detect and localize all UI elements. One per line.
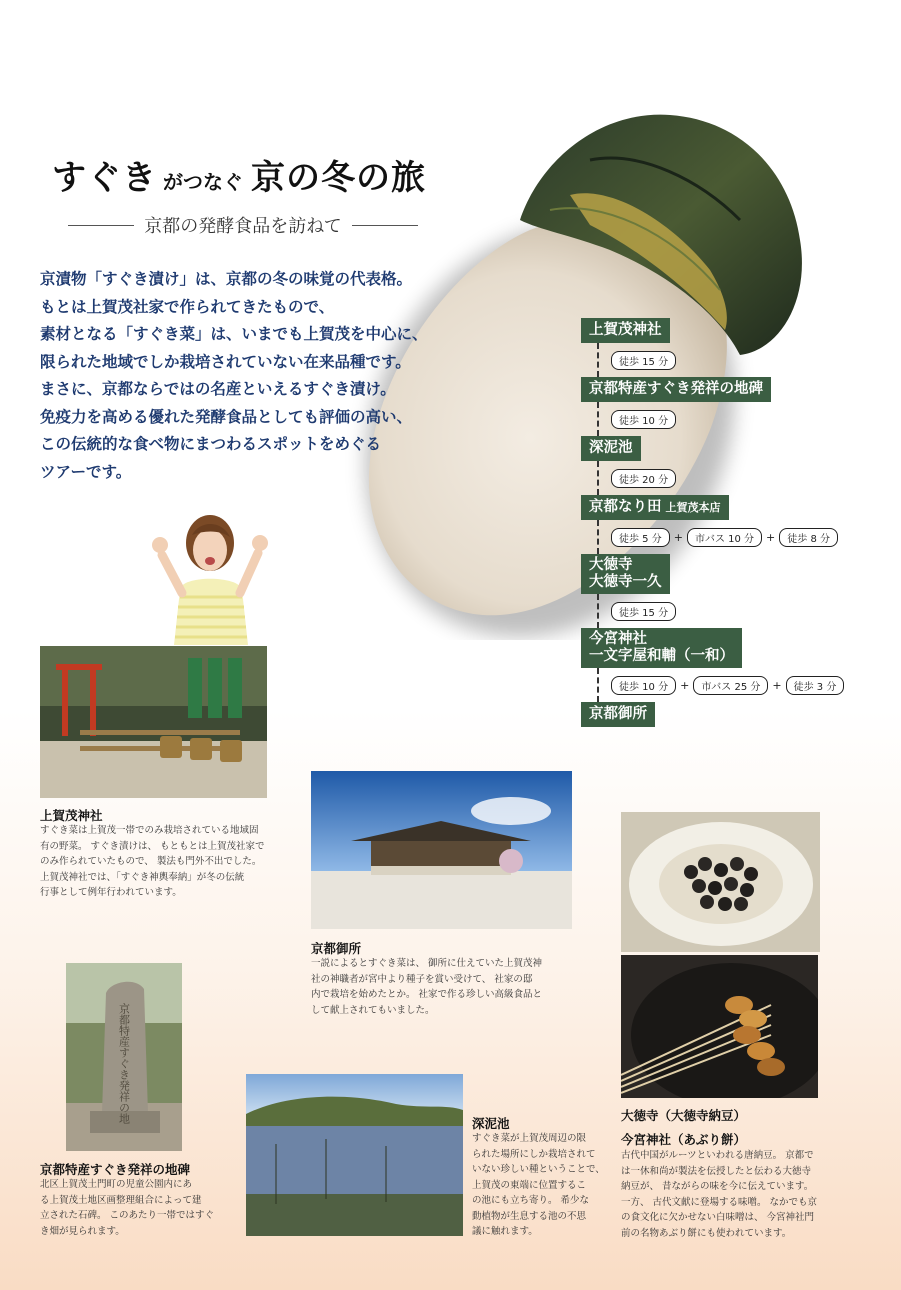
mizoro-caption-title: 深泥池 <box>472 1116 510 1131</box>
plus-sign: + <box>673 530 683 544</box>
monument-caption-body <box>40 1177 214 1239</box>
route-stop-narita-branch: 上賀茂本店 <box>665 501 721 514</box>
route-stop-narita <box>581 495 729 520</box>
caption-line: 有の野菜。 すぐき漬けは、 もともとは上賀茂社家で <box>40 840 265 852</box>
caption-line: 議に触れます。 <box>472 1226 538 1237</box>
caption-line: られた場所にしか栽培されて <box>472 1148 596 1160</box>
travel-time-pill: 徒歩 5 分 <box>611 528 670 547</box>
route-leg <box>581 402 881 436</box>
caption-line: して献上されてもいました。 <box>311 1004 435 1016</box>
plus-sign: + <box>772 678 782 692</box>
tour-route <box>581 318 881 727</box>
caption-line: 納豆が、 昔ながらの味を今に伝えています。 <box>621 1181 814 1192</box>
travel-time-pill: 徒歩 10 分 <box>611 676 676 695</box>
subtitle-rule-right <box>352 225 418 226</box>
suguki-monument-photo <box>66 963 182 1151</box>
caption-line: すぐき菜は上賀茂一帯でのみ栽培されている地域固 <box>40 825 259 836</box>
caption-line: 北区上賀茂土門町の児童公園内にあ <box>40 1179 193 1190</box>
route-stop-daitokuji-line2: 大徳寺一久 <box>589 574 662 590</box>
route-stop-imamiya <box>581 628 742 668</box>
daitokuji-natto-photo <box>621 812 820 952</box>
route-leg <box>581 594 881 628</box>
kamigamo-caption-title: 上賀茂神社 <box>40 808 103 823</box>
caption-line: き畑が見られます。 <box>40 1225 125 1237</box>
travel-time-pill: 市バス 25 分 <box>693 676 768 695</box>
caption-line: 上賀茂神社では、「すぐき神輿奉納」が冬の伝統 <box>40 871 245 883</box>
caption-line: すぐき菜が上賀茂周辺の限 <box>472 1133 587 1144</box>
page-title <box>52 150 426 199</box>
route-leg <box>581 343 881 377</box>
gosho-caption-body <box>311 956 542 1018</box>
route-leg <box>581 461 881 495</box>
travel-time-pill: 徒歩 15 分 <box>611 351 676 370</box>
route-stop-mizoro: 深泥池 <box>581 436 641 461</box>
kamigamo-caption-body <box>40 823 265 901</box>
title-suguki: すぐき <box>52 158 157 198</box>
intro-line: ツアーです。 <box>40 462 132 481</box>
daitokuji-caption-title: 大徳寺（大徳寺納豆） <box>621 1108 747 1123</box>
route-stop-kamigamo: 上賀茂神社 <box>581 318 670 343</box>
plus-sign: + <box>766 530 776 544</box>
caption-line: 行事として例年行われています。 <box>40 887 182 898</box>
travel-time-pill: 徒歩 20 分 <box>611 469 676 488</box>
caption-line: は一休和尚が製法を伝授したと伝わる大徳寺 <box>621 1165 812 1177</box>
caption-line: 一説によるとすぐき菜は、 御所に仕えていた上賀茂神 <box>311 958 543 969</box>
title-connector: がつなぐ <box>163 170 243 194</box>
mizoro-caption-body <box>472 1131 605 1240</box>
monument-carving-text: 京都特産すぐき発祥の地 <box>117 1003 131 1124</box>
kamigamo-shrine-photo <box>40 646 267 798</box>
page-subtitle <box>68 212 418 238</box>
caption-line: 古代中国がルーツといわれる唐納豆。 京都で <box>621 1150 814 1161</box>
route-leg <box>581 520 881 554</box>
travel-time-pill: 市バス 10 分 <box>687 528 762 547</box>
caption-line: いない珍しい種ということで、 <box>472 1164 605 1175</box>
route-stop-imamiya-line2: 一文字屋和輔（一和） <box>589 648 734 664</box>
intro-line: 素材となる「すぐき菜」は、いまでも上賀茂を中心に、 <box>40 325 428 343</box>
caption-line: 内で栽培を始めたとか。 社家で作る珍しい高級食品と <box>311 989 543 1000</box>
travel-time-pill: 徒歩 3 分 <box>786 676 845 695</box>
route-stop-monument: 京都特産すぐき発祥の地碑 <box>581 377 771 402</box>
caption-line: 上賀茂の東端に位置するこ <box>472 1179 587 1191</box>
caption-line: 社の神職者が宮中より種子を賞い受けて、 社家の邸 <box>311 973 533 985</box>
route-stop-daitokuji-line1: 大徳寺 <box>589 557 633 573</box>
caption-line: 前の名物あぶり餅にも使われています。 <box>621 1227 792 1239</box>
caption-line: の食文化に欠かせない白味噌は、 今宮神社門 <box>621 1212 815 1223</box>
mizoro-pond-photo <box>246 1074 463 1236</box>
intro-text <box>40 266 460 486</box>
route-stop-imamiya-line1: 今宮神社 <box>589 631 647 647</box>
travel-time-pill: 徒歩 15 分 <box>611 602 676 621</box>
intro-line: この伝統的な食べ物にまつわるスポットをめぐる <box>40 435 382 453</box>
caption-line: 一方、 古代文献に登場する味噌。 なかでも京 <box>621 1196 818 1208</box>
caption-line: のみ作られていたもので、 製法も門外不出でした。 <box>40 856 262 867</box>
guide-girl-illustration <box>150 495 270 645</box>
route-leg <box>581 668 881 702</box>
intro-line: もとは上賀茂社家で作られてきたもので、 <box>40 297 335 316</box>
subtitle-rule-left <box>68 225 134 226</box>
caption-line: の池にも立ち寄り。 希少な <box>472 1195 590 1206</box>
intro-line: まさに、京都ならではの名産といえるすぐき漬け。 <box>40 380 396 398</box>
route-stop-gosho: 京都御所 <box>581 702 655 727</box>
caption-line: 立された石碑。 このあたり一帯ではすぐ <box>40 1210 215 1221</box>
route-stop-daitokuji <box>581 554 670 594</box>
title-winter-trip: 京の冬の旅 <box>251 158 426 198</box>
route-stop-narita-name: 京都なり田 <box>589 499 662 515</box>
imamiya-caption-title: 今宮神社（あぶり餅） <box>621 1132 747 1147</box>
intro-line: 京漬物「すぐき漬け」は、京都の冬の味覚の代表格。 <box>40 270 413 288</box>
intro-line: 免疫力を高める優れた発酵食品としても評価の高い、 <box>40 407 413 426</box>
caption-line: 動植物が生息する池の不思 <box>472 1210 587 1222</box>
kyoto-gosho-photo <box>311 771 572 929</box>
monument-caption-title: 京都特産すぐき発祥の地碑 <box>40 1162 191 1177</box>
intro-line: 限られた地域でしか栽培されていない在来品種です。 <box>40 352 411 371</box>
travel-time-pill: 徒歩 8 分 <box>779 528 838 547</box>
aburi-mochi-photo <box>621 955 818 1098</box>
caption-line: る上賀茂土地区画整理組合によって建 <box>40 1194 202 1206</box>
daitokuji-caption-body <box>621 1148 817 1241</box>
gosho-caption-title: 京都御所 <box>311 941 362 956</box>
plus-sign: + <box>680 678 690 692</box>
travel-time-pill: 徒歩 10 分 <box>611 410 676 429</box>
subtitle-text: 京都の発酵食品を訪ねて <box>144 216 342 237</box>
